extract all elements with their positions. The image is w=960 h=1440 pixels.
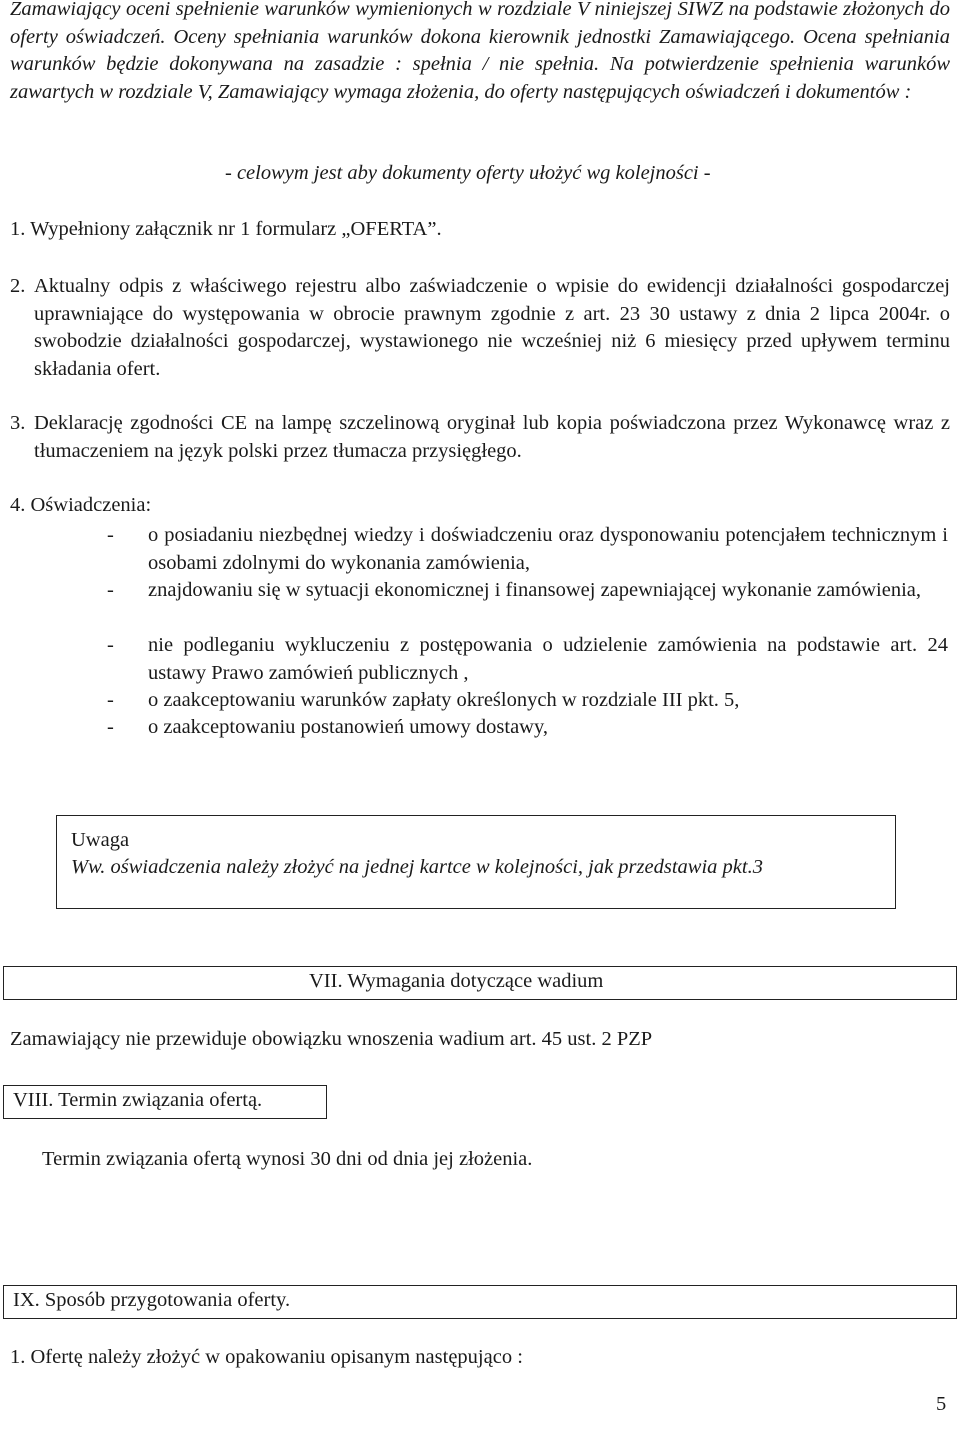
list-item-2-text: Aktualny odpis z właściwego rejestru albo zaświadczenie o wpisie do ewidencji działalności gospodarczej uprawniające do występowania w obrocie prawnym zgodnie z art. 23 30 ustawy z dnia 2 lipca 2004r. o swobodzie działalności gospodarczej, wystawionego nie wcześniej niż 6 miesięcy przed upływem terminu składania ofert. [34,275,950,380]
statement-item [107,522,948,577]
statement-text: nie podleganiu wykluczeniu z postępowania o udzielenie zamówienia na podstawie art. 24 ustawy Prawo zamówień publicznych , [148,634,948,684]
statement-item [107,632,948,687]
notice-box [56,815,896,909]
section-7-heading: VII. Wymagania dotyczące wadium [309,970,604,992]
section-9-text: 1. Ofertę należy złożyć w opakowaniu opisanym następująco : [10,1346,523,1368]
document-order-note: - celowym jest aby dokumenty oferty ułożyć wg kolejności - [225,162,711,184]
list-item-3-text: Deklarację zgodności CE na lampę szczelinową oryginał lub kopia poświadczona przez Wykonawcę wraz z tłumaczeniem na język polski przez tłumacza przysięgłego. [34,412,950,462]
list-item-2 [10,273,950,383]
list-item-2-number: 2. [10,275,26,297]
list-item-3-number: 3. [10,412,26,434]
section-9-heading: IX. Sposób przygotowania oferty. [13,1289,291,1311]
notice-title: Uwaga [71,829,130,851]
dash-marker: - [107,716,114,738]
statement-text: znajdowaniu się w sytuacji ekonomicznej i finansowej zapewniającej wykonanie zamówienia, [148,579,922,601]
section-8-heading-box [3,1085,327,1119]
dash-marker: - [107,579,114,601]
section-8-heading: VIII. Termin związania ofertą. [13,1089,263,1111]
section-8-text: Termin związania ofertą wynosi 30 dni od dnia jej złożenia. [42,1148,533,1170]
statement-text: o posiadaniu niezbędnej wiedzy i doświadczeniu oraz dysponowaniu potencjałem technicznym i osobami zdolnymi do wykonania zamówienia, [148,524,948,574]
list-item-1: 1. Wypełniony załącznik nr 1 formularz „OFERTA”. [10,218,442,240]
section-7-text: Zamawiający nie przewiduje obowiązku wnoszenia wadium art. 45 ust. 2 PZP [10,1028,653,1050]
dash-marker: - [107,689,114,711]
intro-paragraph: Zamawiający oceni spełnienie warunków wymienionych w rozdziale V niniejszej SIWZ na podstawie złożonych do oferty oświadczeń. Oceny spełniania warunków dokona kierownik jednostki Zamawiającego. Ocena spełniania warunków będzie dokonywana na zasadzie : spełnia / nie spełnia. Na potwierdzenie spełnienia warunków zawartych w rozdziale V, Zamawiający wymaga złożenia, do oferty następujących oświadczeń i dokumentów : [10,0,950,103]
dash-marker: - [107,524,114,546]
statement-item [107,577,948,605]
section-7-heading-box [3,966,957,1000]
list-item-4: 4. Oświadczenia: [10,494,152,516]
statement-text: o zaakceptowaniu warunków zapłaty określonych w rozdziale III pkt. 5, [148,689,740,711]
notice-text: Ww. oświadczenia należy złożyć na jednej kartce w kolejności, jak przedstawia pkt.3 [71,856,763,878]
page-number: 5 [936,1393,947,1415]
statement-item [107,687,948,715]
statement-item [107,714,948,742]
statement-text: o zaakceptowaniu postanowień umowy dostawy, [148,716,549,738]
dash-marker: - [107,634,114,656]
section-9-heading-box [3,1285,957,1319]
list-item-3 [10,410,950,465]
